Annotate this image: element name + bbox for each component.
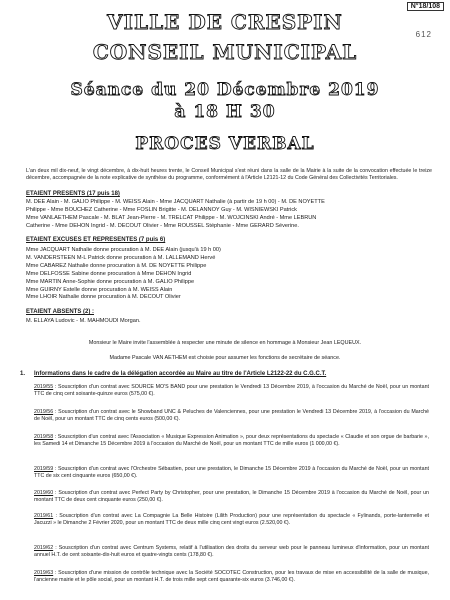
decision-text: : Souscription d'un contrat avec SOURCE MO'S BAND pour une prestation le Vendredi 13 Décembre 2019, à l'occasion du Marché de Noël, pour un montant TTC de cinq cent soixante-quinze euros (575,00 €). [34,384,429,397]
present-line: M. DEE Alain - M. GALIO Philippe - M. WEISS Alain - Mme JACQUART Nathalie (à partir de 19 h 00) - M. DE NOYETTE [26,199,325,205]
decision-item [34,384,429,397]
proxy-line: M. VANDERSTEEN M-L Patrick donne procuration à M. LALLEMAND Hervé [26,254,216,261]
present-line: Mme VANLAETHEM Pascale - M. BLAT Jean-Pierre - M. TRELCAT Philippe - M. WOJCINSKI André - Mme LEBRUN [26,214,317,221]
session-date-title: Séance du 20 Décembre 2019 [70,80,380,100]
proxy-line: Mme GUIRNY Estelle donne procuration à M. WEISS Alain [26,286,173,293]
secretary-line: Madame Pascale VAN AETHEM est choisie pour assumer les fonctions de secrétaire de séance. [109,355,341,361]
page-number: N°18/108 [407,2,444,11]
decision-text: : Souscription d'un contrat avec le Showband UNC & Peluches de Valenciennes, pour une prestation le Vendredi 13 Décembre 2019, à l'occasion du Marché de Noël, pour un montant TTC de cinq cents euros (500,00 €). [34,409,429,422]
present-line: Philippe - Mme BOUCHEZ Catherine - Mme FOSLIN Brigitte - M. DELANNOY Guy - M. WISNIEWSKI Patrick [26,206,297,213]
section-title-text: Informations dans le cadre de la délégation accordée au Maire au titre de l'Article L2122-22 du C.G.C.T. [34,371,327,377]
decision-text: : Souscription d'un contrat avec Perfect Party by Christopher, pour une prestation, le Dimanche 15 Décembre 2019 à l'occasion du Marché de Noël, pour un montant TTC de deux cent cinquante euros (250,00 €). [34,490,429,503]
decision-item [34,466,429,479]
session-time-title: à 18 H 30 [174,102,276,122]
page-stamp: 612 [415,30,432,39]
section-title [20,371,326,377]
decision-ref: 2019/59 [34,466,54,472]
proxy-line: Mme MARTIN Anne-Sophie donne procuration à M. GALIO Philippe [26,278,195,285]
excused-list [26,247,436,302]
decision-text: : Souscription d'une mission de contrôle technique avec la Société SOCOTEC Construction, pour les travaux de mise en accessibilité de la salle de musique, l'ancienne mairie et le pôle social, pour un montant H.T. de trois mille sept cent quarante-six euros (3.746,00 €). [34,570,429,583]
decision-item [34,570,429,583]
council-title: CONSEIL MUNICIPAL [92,40,358,64]
proxy-line: Mme DELFOSSE Sabine donne procuration à Mme DEHON Ingrid [26,270,192,277]
decision-ref: 2019/60 [34,490,54,496]
proxy-line: Mme JACQUART Nathalie donne procuration à M. DEE Alain (jusqu'à 19 h 00) [26,247,221,253]
present-line: Catherine - Mme DEHON Ingrid - M. DECOUT Olivier - Mme ROUSSEL Stéphanie - Mme GERARD Séverine. [26,222,299,229]
report-title: PROCES VERBAL [135,134,315,154]
decision-ref: 2019/62 [34,545,54,551]
excused-heading: ETAIENT EXCUSES ET REPRESENTES (7 puis 6) [26,237,166,243]
town-title: VILLE DE CRESPIN [107,10,343,34]
decision-ref: 2019/58 [34,434,54,440]
decision-ref: 2019/63 [34,570,54,576]
decision-ref: 2019/56 [34,409,54,415]
decision-item [34,513,429,526]
decision-text: : Souscription d'un contrat avec Centrum Systems, relatif à l'utilisation des droits du serveur web pour le panneau lumineux d'information, pour un montant annuel H.T. de cent soixante-dix-huit euros et quatre-vingts cents (178,80 €). [34,545,429,558]
proxy-line: Mme LHOIR Nathalie donne procuration à M. DECOUT Olivier [26,294,181,301]
intro-paragraph: L'an deux mil dix-neuf, le vingt décembre, à dix-huit heures trente, le Conseil Municipal s'est réuni dans la salle de la Mairie à la suite de la convocation effectuée le treize décembre, accompagnée de la note explicative de synthèse du programme, conformément à l'Article L2121-12 du Code Général des Collectivités Territoriales. [26,168,432,181]
decision-ref: 2019/61 [34,513,54,519]
section-number: 1. [20,371,26,377]
decision-text: : Souscription d'un contrat avec La Compagnie La Belle Histoire (Lilith Production) pour une représentation du spectacle « Fylinands, porte-lanternelle et Jacuzzi » le Dimanche 2 Février 2020, pour un montant TTC de deux mille cinq cent vingt euros (2.520,00 €). [34,513,429,526]
decision-item [34,490,429,503]
absent-list [26,318,436,326]
present-heading: ETAIENT PRESENTS (17 puis 18) [26,191,120,197]
decision-ref: 2019/55 [34,384,54,390]
minute-silence-line: Monsieur le Maire invite l'assemblée à respecter une minute de silence en hommage à Monsieur Jean LEQUEUX. [88,340,362,346]
decision-item [34,545,429,558]
absent-line: M. ELLAYA Ludovic - M. MAHMOUDI Morgan. [26,318,141,324]
decision-item [34,409,429,422]
proxy-line: Mme CABAREZ Nathalie donne procuration à M. DE NOYETTE Philippe [26,262,207,269]
present-list [26,199,436,231]
decision-item [34,434,429,447]
absent-heading: ETAIENT ABSENTS (2) : [26,309,95,315]
decision-text: : Souscription d'un contrat avec l'Orchestre Sébastien, pour une prestation, le Dimanche 15 Décembre 2019 à l'occasion du Marché de Noël, pour un montant TTC de six cent cinquante euros (650,00 €). [34,466,430,479]
decision-text: : Souscription d'un contrat avec l'Association « Musique Expression Animation », pour deux représentations du spectacle « Claudie et son orgue de barbarie », les Samedi 14 et Dimanche 15 Décembre 2019 à l'occasion du Marché de Noël, pour un montant TTC de mille euros (1 000,00 €). [34,434,429,447]
